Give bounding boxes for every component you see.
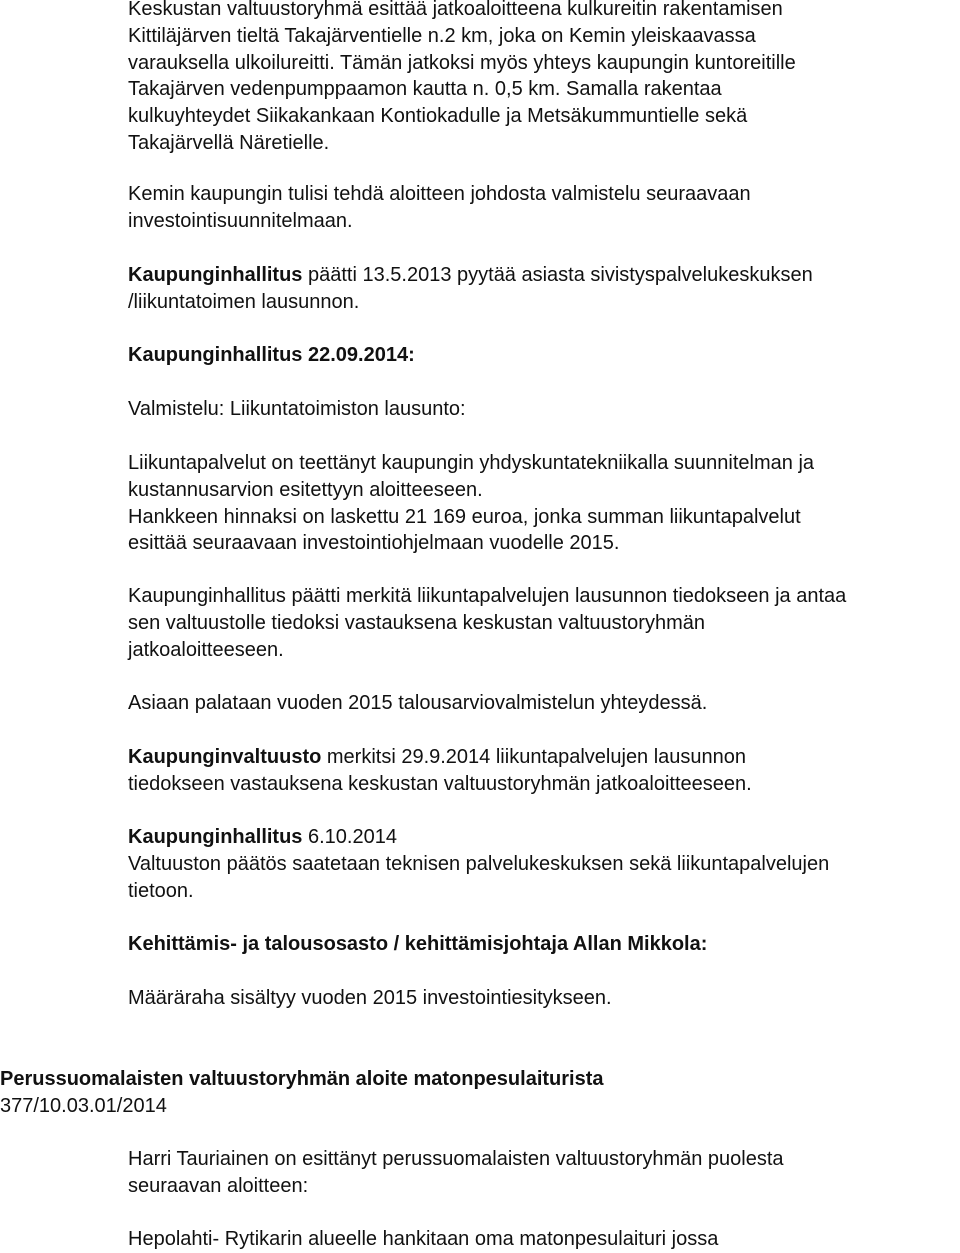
text-line: tietoon. [128,879,194,902]
section-title: Perussuomalaisten valtuustoryhmän aloite matonpesulaiturista [0,1068,604,1090]
decision-text: merkitsi 29.9.2014 liikuntapalvelujen lausunnon [321,746,747,768]
paragraph-harri [128,1146,958,1200]
text-line [128,824,958,851]
paragraph-intro [128,0,958,157]
decision-date: 6.10.2014 [302,826,397,848]
paragraph-paatti [128,583,958,663]
text-line: Harri Tauriainen on esittänyt perussuomalaisten valtuustoryhmän puolesta [128,1148,784,1170]
text-line: Hepolahti- Rytikarin alueelle hankitaan oma matonpesulaituri jossa [128,1228,719,1250]
paragraph-kh-6-10-2014 [128,824,958,904]
paragraph-liikuntapalvelut [128,450,958,557]
decision-text: päätti 13.5.2013 pyytää asiasta sivistyspalvelukeskuksen [302,264,813,286]
text-line: Hankkeen hinnaksi on laskettu 21 169 euroa, jonka summan liikuntapalvelut [128,505,801,528]
text-line: Valmistelu: Liikuntatoimiston lausunto: [128,398,466,420]
heading-kehittamis [128,931,958,958]
text-line: /liikuntatoimen lausunnon. [128,290,360,313]
text-line: tiedokseen vastauksena keskustan valtuustoryhmän jatkoaloitteeseen. [128,772,752,795]
text-line: jatkoaloitteeseen. [128,638,284,661]
text-line: esittää seuraavaan investointiohjelmaan vuodelle 2015. [128,532,620,555]
paragraph-hepolahti [128,1226,958,1253]
text-line: Asiaan palataan vuoden 2015 talousarviovalmistelun yhteydessä. [128,692,708,714]
section2-heading [0,1066,958,1120]
text-line: seuraavan aloitteen: [128,1174,309,1197]
section-heading: Kehittämis- ja talousosasto / kehittämisjohtaja Allan Mikkola: [128,933,708,955]
text-line: Kaupunginhallitus päätti merkitä liikuntapalvelujen lausunnon tiedokseen ja antaa [128,585,847,607]
paragraph-kh-13-5-2013 [128,262,958,316]
body-name: Kaupunginhallitus [128,264,303,286]
text-line: Takajärvellä Näretielle. [128,131,330,154]
text-line: Valtuuston päätös saatetaan teknisen palvelukeskuksen sekä liikuntapalvelujen [128,852,830,875]
text-line [128,262,958,289]
body-name: Kaupunginhallitus [128,826,303,848]
body-name: Kaupunginvaltuusto [128,746,322,768]
section-heading: Kaupunginhallitus 22.09.2014: [128,344,415,366]
valmistelu-label [128,396,958,423]
text-line: Liikuntapalvelut on teettänyt kaupungin yhdyskuntatekniikalla suunnitelman ja [128,452,815,474]
text-line: Kemin kaupungin tulisi tehdä aloitteen johdosta valmistelu seuraavaan [128,183,751,205]
text-line: Määräraha sisältyy vuoden 2015 investointiesitykseen. [128,987,612,1009]
paragraph-kemin [128,181,958,235]
text-line: investointisuunnitelmaan. [128,209,353,232]
text-line [128,744,958,771]
text-line: sen valtuustolle tiedoksi vastauksena keskustan valtuustoryhmän [128,611,705,634]
text-line: kulkuyhteydet Siikakankaan Kontiokadulle ja Metsäkummuntielle sekä [128,105,748,128]
paragraph-kv-29-9-2014 [128,744,958,798]
text-line: Keskustan valtuustoryhmä esittää jatkoaloitteena kulkureitin rakentamisen [128,0,783,20]
paragraph-maararaha [128,985,958,1012]
text-line: kustannusarvion esitettyyn aloitteeseen. [128,478,483,501]
text-line: Kittiläjärven tieltä Takajärventielle n.2 km, joka on Kemin yleiskaavassa [128,24,756,47]
heading-kh-22-09-2014 [128,342,958,369]
text-line: Takajärven vedenpumppaamon kautta n. 0,5 km. Samalla rakentaa [128,78,722,101]
text-line: varauksella ulkoilureitti. Tämän jatkoksi myös yhteys kaupungin kuntoreitille [128,51,796,74]
paragraph-asiaan [128,690,958,717]
case-number: 377/10.03.01/2014 [0,1094,167,1117]
